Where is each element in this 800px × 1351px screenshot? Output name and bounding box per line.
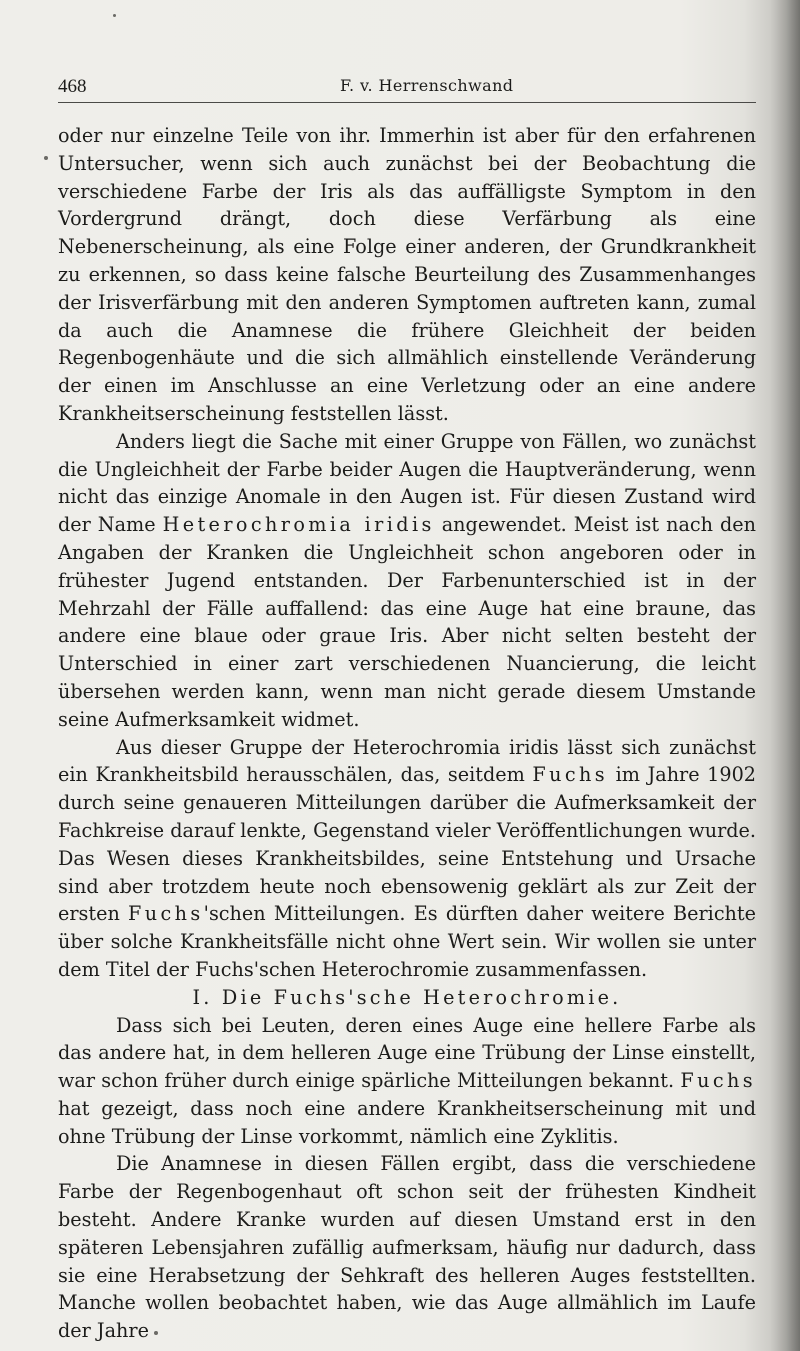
paragraph-text: Aus dieser Gruppe der Heterochromia iridis lässt sich zunächst ein Krankheitsbild herausschälen, das, seitdem xyxy=(58,735,756,787)
page-header xyxy=(58,72,756,103)
body-text xyxy=(58,122,756,1345)
author-name-fuchs: Fuchs xyxy=(128,902,204,926)
paragraph-text: oder nur einzelne Teile von ihr. Immerhin ist aber für den erfahrenen Untersucher, wenn sich auch zunächst bei der Beobachtung die verschiedene Farbe der Iris als das auffälligste Symptom in den Vordergrund drängt, doch diese Verfärbung als eine Nebenerscheinung, als eine Folge einer anderen, der Grundkrankheit zu erkennen, so dass keine falsche Beurteilung des Zusammenhanges der Irisverfärbung mit den anderen Symptomen auftreten kann, zumal da auch die Anamnese die frühere Gleichheit der beiden Regenbogenhäute und die sich allmählich einstellende Veränderung der einen im Anschlusse an eine Verletzung oder an eine andere Krankheitserscheinung feststellen lässt. xyxy=(58,124,756,425)
paragraph xyxy=(58,122,756,428)
paragraph xyxy=(58,1012,756,1151)
running-head: F. v. Herrenschwand xyxy=(340,76,514,95)
paragraph xyxy=(58,734,756,984)
paragraph-text: Dass sich bei Leuten, deren eines Auge eine hellere Farbe als das andere hat, in dem helleren Auge eine Trübung der Linse einstellt, war schon früher durch einige spärliche Mitteilungen bekannt. xyxy=(58,1013,756,1093)
paragraph-text: Anders liegt die Sache mit einer Gruppe von Fällen, wo zunächst die Ungleichheit der Farbe beider Augen die Hauptveränderung, wenn nicht das einzige Anomale in den Augen ist. Für diesen Zustand wird der Name xyxy=(58,429,756,537)
print-speck xyxy=(113,14,116,17)
print-speck xyxy=(44,156,48,160)
paragraph-text: angewendet. Meist ist nach den Angaben der Kranken die Ungleichheit schon angeboren oder in frühester Jugend entstanden. Der Farbenunterschied ist in der Mehrzahl der Fälle auffallend: das eine Auge hat eine braune, das andere eine blaue oder graue Iris. Aber nicht selten besteht der Unterschied in einer zart verschiedenen Nuancierung, die leicht übersehen werden kann, wenn man nicht gerade diesem Umstande seine Aufmerksamkeit widmet. xyxy=(58,513,756,731)
print-speck xyxy=(154,1331,158,1335)
author-name-fuchs: Fuchs xyxy=(532,763,609,787)
page-number: 468 xyxy=(58,76,87,97)
paragraph-text: im Jahre 1902 durch seine genaueren Mitteilungen darüber die Aufmerksamkeit der Fachkreise darauf lenkte, Gegenstand vieler Veröffentlichungen wurde. Das Wesen dieses Krankheitsbildes, seine Entstehung und Ursache sind aber trotzdem heute noch ebensowenig geklärt als zur Zeit der ersten xyxy=(58,763,757,926)
author-name-fuchs: Fuchs xyxy=(680,1069,756,1093)
paragraph-text: Die Anamnese in diesen Fällen ergibt, dass die verschiedene Farbe der Regenbogenhaut oft schon seit der frühesten Kindheit besteht. Andere Kranke wurden auf diesen Umstand erst in den späteren Lebensjahren zufällig aufmerksam, häufig nur dadurch, dass sie eine Herabsetzung der Sehkraft des helleren Auges feststellten. Manche wollen beobachtet haben, wie das Auge allmählich im Laufe der Jahre xyxy=(58,1152,756,1343)
page-edge-shadow xyxy=(770,0,800,1351)
paragraph xyxy=(58,428,756,734)
section-heading: I. Die Fuchs'sche Heterochromie. xyxy=(192,985,622,1009)
term-heterochromia-iridis: Heterochromia iridis xyxy=(162,513,435,537)
paragraph-text: hat gezeigt, dass noch eine andere Krankheitserscheinung mit und ohne Trübung der Linse vorkommt, nämlich eine Zyklitis. xyxy=(58,1096,756,1148)
paragraph-text: 'schen Mitteilungen. Es dürften daher weitere Berichte über solche Krankheitsfälle nicht ohne Wert sein. Wir wollen sie unter dem Titel der Fuchs'schen Heterochromie zusammenfassen. xyxy=(58,902,756,981)
paragraph xyxy=(58,1150,756,1345)
